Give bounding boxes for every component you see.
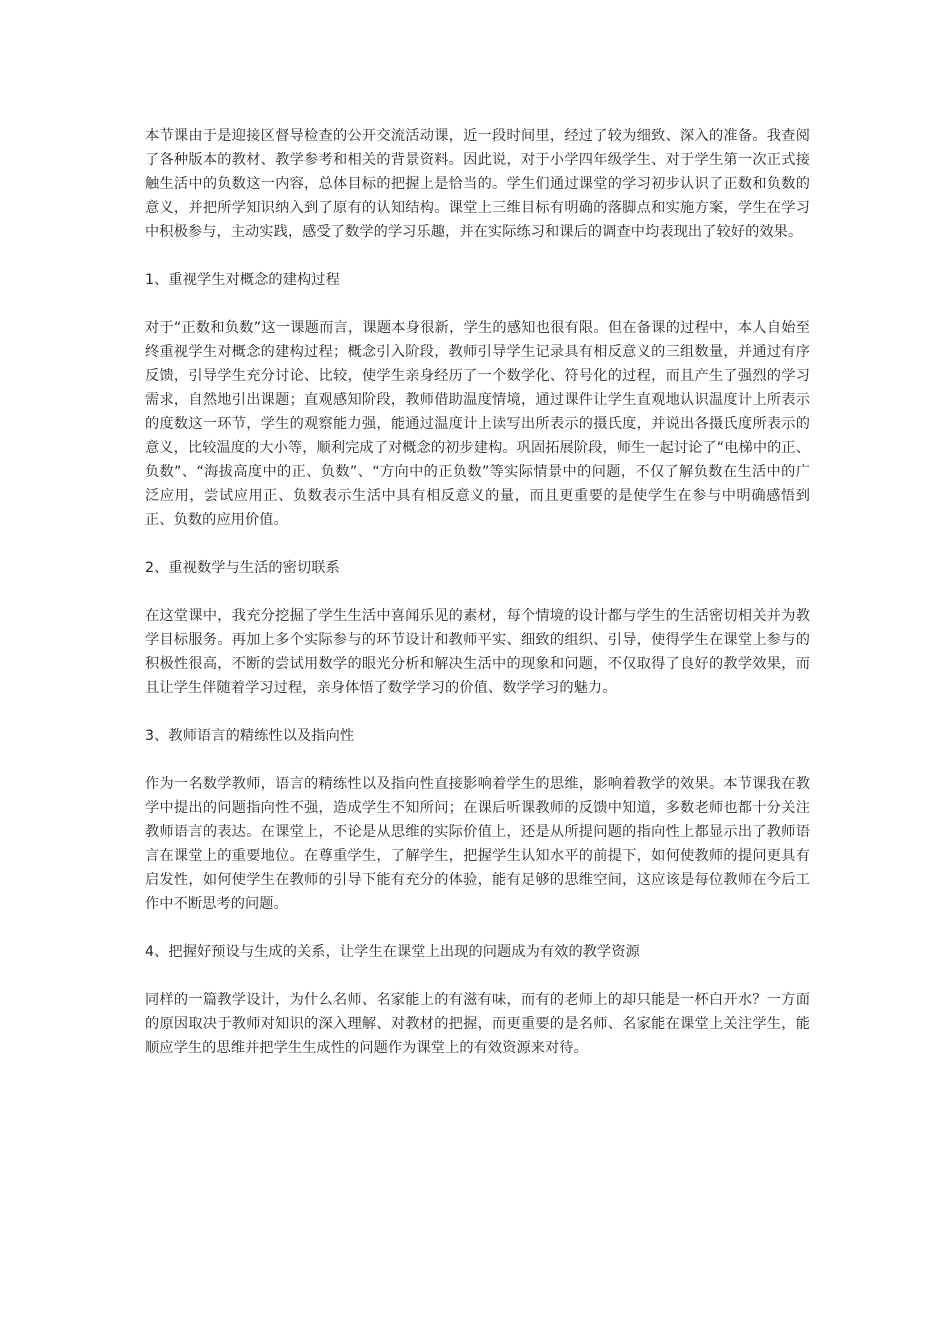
section-body-1: 对于“正数和负数”这一课题而言，课题本身很新，学生的感知也很有限。但在备课的过程中，本人自始至终重视学生对概念的建构过程；概念引入阶段，教师引导学生记录具有相反意义的三组数量，并通过有序反馈，引导学生充分讨论、比较，使学生亲身经历了一个数学化、符号化的过程，而且产生了强烈的学习需求，自然地引出课题；直观感知阶段，教师借助温度情境，通过课件让学生直观地认识温度计上所表示的度数这一环节，学生的观察能力强，能通过温度计上读写出所表示的摄氏度，并说出各摄氏度所表示的意义，比较温度的大小等，顺利完成了对概念的初步建构。巩固拓展阶段，师生一起讨论了“电梯中的正、负数”、“海拔高度中的正、负数”、“方向中的正负数”等实际情景中的问题，不仅了解负数在生活中的广泛应用，尝试应用正、负数表示生活中具有相反意义的量，而且更重要的是使学生在参与中明确感悟到正、负数的应用价值。 (145, 320, 810, 528)
document-page (145, 124, 810, 1084)
section-heading-4: 4、把握好预设与生成的关系，让学生在课堂上出现的问题成为有效的教学资源 (145, 944, 640, 960)
intro-paragraph: 本节课由于是迎接区督导检查的公开交流活动课，近一段时间里，经过了较为细致、深入的准备。我查阅了各种版本的教材、教学参考和相关的背景资料。因此说，对于小学四年级学生、对于学生第一次正式接触生活中的负数这一内容，总体目标的把握上是恰当的。学生们通过课堂的学习初步认识了正数和负数的意义，并把所学知识纳入到了原有的认知结构。课堂上三维目标有明确的落脚点和实施方案，学生在学习中积极参与，主动实践，感受了数学的学习乐趣，并在实际练习和课后的调查中均表现出了较好的效果。 (145, 128, 810, 240)
section-body-2: 在这堂课中，我充分挖掘了学生生活中喜闻乐见的素材，每个情境的设计都与学生的生活密切相关并为教学目标服务。再加上多个实际参与的环节设计和教师平实、细致的组织、引导，使得学生在课堂上参与的积极性很高，不断的尝试用数学的眼光分析和解决生活中的现象和问题，不仅取得了良好的教学效果，而且让学生伴随着学习过程，亲身体悟了数学学习的价值、数学学习的魅力。 (145, 608, 810, 696)
section-body-3: 作为一名数学教师，语言的精练性以及指向性直接影响着学生的思维，影响着教学的效果。本节课我在教学中提出的问题指向性不强，造成学生不知所问；在课后听课教师的反馈中知道，多数老师也都十分关注教师语言的表达。在课堂上，不论是从思维的实际价值上，还是从所提问题的指向性上都显示出了教师语言在课堂上的重要地位。在尊重学生，了解学生，把握学生认知水平的前提下，如何使教师的提问更具有启发性，如何使学生在教师的引导下能有充分的体验，能有足够的思维空间，这应该是每位教师在今后工作中不断思考的问题。 (145, 776, 810, 912)
section-heading-3: 3、教师语言的精练性以及指向性 (145, 728, 355, 744)
section-body-4: 同样的一篇教学设计，为什么名师、名家能上的有滋有味，而有的老师上的却只能是一杯白开水？一方面的原因取决于教师对知识的深入理解、对教材的把握，而更重要的是名师、名家能在课堂上关注学生，能顺应学生的思维并把学生生成性的问题作为课堂上的有效资源来对待。 (145, 992, 810, 1056)
section-heading-2: 2、重视数学与生活的密切联系 (145, 560, 340, 576)
section-heading-1: 1、重视学生对概念的建构过程 (145, 272, 340, 288)
